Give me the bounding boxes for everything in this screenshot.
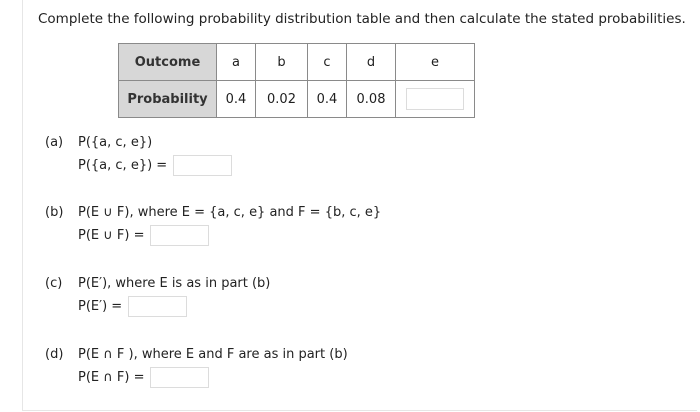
probability-cell: 0.4 bbox=[308, 81, 347, 118]
outcome-cell: b bbox=[256, 44, 308, 81]
probability-e-cell bbox=[396, 81, 475, 118]
part-b-prompt: P(E ∪ F) = bbox=[78, 228, 145, 243]
probability-cell: 0.08 bbox=[347, 81, 396, 118]
part-a-prompt: P({a, c, e}) = bbox=[78, 158, 168, 173]
probability-table bbox=[118, 43, 475, 118]
probability-cell: 0.02 bbox=[256, 81, 308, 118]
probability-e-input[interactable] bbox=[406, 88, 464, 110]
outcome-row bbox=[119, 44, 475, 81]
outcome-header: Outcome bbox=[119, 44, 217, 81]
part-c-tag: (c) bbox=[45, 276, 63, 291]
part-a-question: P({a, c, e}) bbox=[78, 135, 153, 150]
outcome-cell: a bbox=[217, 44, 256, 81]
part-c-answer-input[interactable] bbox=[128, 296, 187, 317]
part-c-question: P(E′), where E is as in part (b) bbox=[78, 276, 271, 291]
instructions-text: Complete the following probability distribution table and then calculate the stated probabilities. bbox=[38, 11, 686, 27]
probability-cell: 0.4 bbox=[217, 81, 256, 118]
part-b bbox=[45, 201, 381, 247]
probability-header: Probability bbox=[119, 81, 217, 118]
part-a-answer-input[interactable] bbox=[173, 155, 232, 176]
part-c-prompt: P(E′) = bbox=[78, 299, 123, 314]
part-c bbox=[45, 272, 270, 318]
part-b-tag: (b) bbox=[45, 205, 64, 220]
part-a bbox=[45, 131, 232, 177]
outcome-cell: d bbox=[347, 44, 396, 81]
part-d-tag: (d) bbox=[45, 347, 64, 362]
outcome-cell: c bbox=[308, 44, 347, 81]
part-d-answer-input[interactable] bbox=[150, 367, 209, 388]
part-d bbox=[45, 343, 348, 389]
part-b-answer-input[interactable] bbox=[150, 225, 209, 246]
part-a-tag: (a) bbox=[45, 135, 64, 150]
part-d-question: P(E ∩ F ), where E and F are as in part (b) bbox=[78, 347, 348, 362]
outcome-cell: e bbox=[396, 44, 475, 81]
part-b-question: P(E ∪ F), where E = {a, c, e} and F = {b, c, e} bbox=[78, 205, 382, 220]
probability-row bbox=[119, 81, 475, 118]
part-d-prompt: P(E ∩ F) = bbox=[78, 370, 145, 385]
